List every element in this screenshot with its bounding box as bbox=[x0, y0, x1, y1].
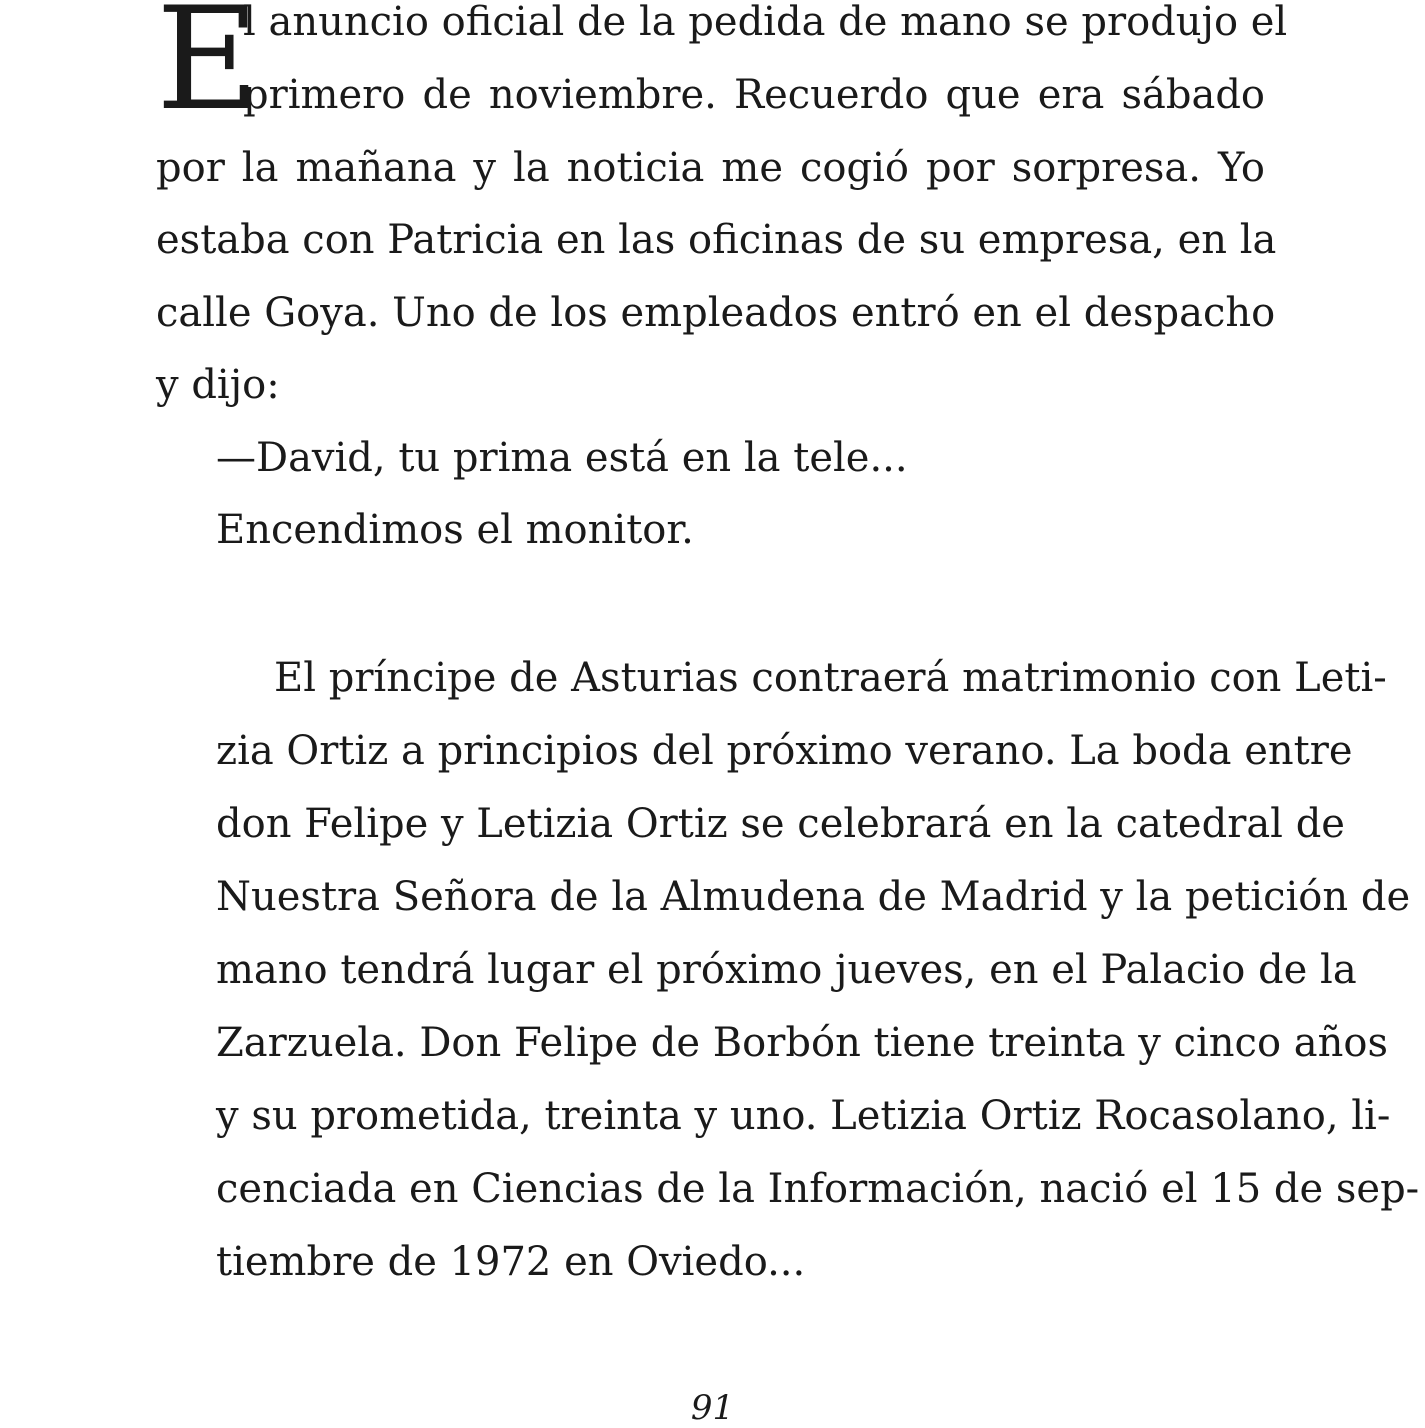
quote-line: y su prometida, treinta y uno. Letizia Ortiz Rocasolano, li- bbox=[216, 1093, 1391, 1139]
paragraph-line: estaba con Patricia en las oficinas de su empresa, en la bbox=[156, 217, 1277, 263]
paragraph-line: y dijo: bbox=[156, 362, 280, 408]
paragraph-line: por la mañana y la noticia me cogió por sorpresa. Yo bbox=[156, 145, 1265, 191]
paragraph-line: calle Goya. Uno de los empleados entró en el despacho bbox=[156, 290, 1276, 336]
paragraph-line: l anuncio oficial de la pedida de mano se produjo el bbox=[243, 0, 1288, 45]
drop-cap: E bbox=[156, 0, 260, 142]
quote-line: zia Ortiz a principios del próximo verano. La boda entre bbox=[216, 728, 1353, 774]
quote-line: Zarzuela. Don Felipe de Borbón tiene treinta y cinco años bbox=[216, 1020, 1388, 1066]
dialogue-line: —David, tu prima está en la tele... bbox=[216, 435, 908, 481]
quote-line: Nuestra Señora de la Almudena de Madrid y la petición de bbox=[216, 874, 1411, 920]
paragraph-line: primero de noviembre. Recuerdo que era sábado bbox=[243, 72, 1265, 118]
quote-line: mano tendrá lugar el próximo jueves, en el Palacio de la bbox=[216, 947, 1357, 993]
quote-line: tiembre de 1972 en Oviedo... bbox=[216, 1239, 806, 1285]
page-number: 91 bbox=[690, 1388, 735, 1428]
quote-line: El príncipe de Asturias contraerá matrimonio con Leti- bbox=[274, 655, 1387, 701]
narration-line: Encendimos el monitor. bbox=[216, 507, 694, 553]
quote-line: don Felipe y Letizia Ortiz se celebrará en la catedral de bbox=[216, 801, 1345, 847]
quote-line: cenciada en Ciencias de la Información, nació el 15 de sep- bbox=[216, 1166, 1420, 1212]
